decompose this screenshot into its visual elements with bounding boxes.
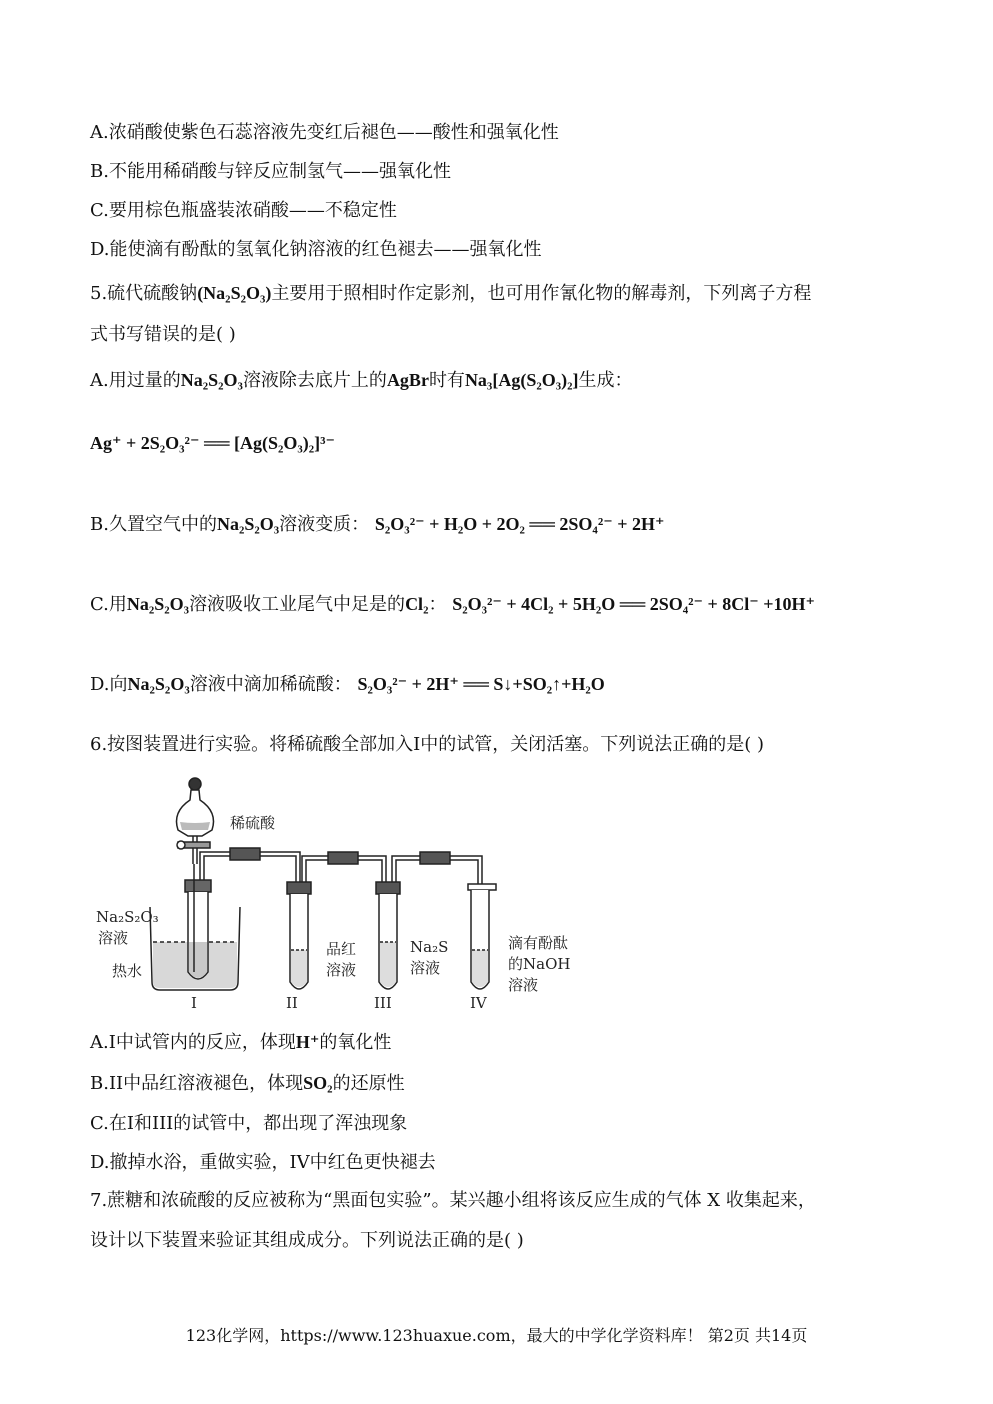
test-tube-i	[185, 864, 211, 979]
q5-d-equation: S₂O₃²⁻ + 2H⁺ ══ S↓+SO₂↑+H₂O	[357, 674, 605, 694]
q5-c-prefix: C.用	[90, 594, 127, 615]
test-tube-ii	[287, 882, 311, 989]
q5-c-formula2: Cl₂	[405, 594, 429, 614]
test-tube-iii	[376, 882, 400, 989]
label-hot-water: 热水	[112, 962, 143, 980]
q6-option-c: C.在I和III的试管中，都出现了浑浊现象	[90, 1113, 408, 1134]
q6-a-suffix: 的氧化性	[319, 1032, 392, 1053]
q6-b-suffix: 的还原性	[332, 1073, 405, 1094]
q5-a-prefix: A.用过量的	[90, 370, 181, 391]
q5-b-suffix: 溶液变质：	[279, 514, 370, 535]
q5-a-formula3: Na₃[Ag(S₂O₃)₂]	[464, 370, 579, 390]
test-tube-iv	[468, 884, 496, 989]
label-pinred-solution: 溶液	[326, 961, 357, 979]
label-na2s2o3-solution: 溶液	[98, 929, 129, 947]
label-dilute-sulfuric-acid: 稀硫酸	[230, 814, 276, 832]
experiment-apparatus-diagram	[90, 772, 610, 1012]
q5-d-suffix: 溶液中滴加稀硫酸：	[189, 674, 352, 695]
q7-stem-line1: 7.蔗糖和浓硫酸的反应被称为“黑面包实验”。某兴趣小组将该反应生成的气体 X 收集起来，	[90, 1190, 816, 1211]
label-tube-i: I	[191, 994, 197, 1012]
q5-a-formula2: AgBr	[386, 370, 429, 390]
q5-stem-prefix: 5.硫代硫酸钠	[90, 283, 198, 304]
q6-a-prefix: A.I中试管内的反应，体现	[90, 1032, 296, 1053]
q5-stem	[90, 281, 811, 306]
label-tube-ii: II	[286, 994, 298, 1012]
q5-c-suffix: ：	[428, 594, 447, 615]
q6-a-formula: H⁺	[295, 1032, 320, 1052]
q7-stem-line2: 设计以下装置来验证其组成成分。下列说法正确的是( )	[90, 1230, 524, 1251]
q5-b-prefix: B.久置空气中的	[90, 514, 217, 535]
label-naoh-1: 滴有酚酞	[508, 934, 569, 952]
label-pinred: 品红	[326, 940, 357, 958]
q6-b-prefix: B.II中品红溶液褪色，体现	[90, 1073, 304, 1094]
q5-stem-suffix: 主要用于照相时作定影剂，也可用作氰化物的解毒剂，下列离子方程	[271, 283, 812, 304]
q6-option-d: D.撤掉水浴，重做实验，IV中红色更快褪去	[90, 1152, 436, 1173]
q5-b-equation: S₂O₃²⁻ + H₂O + 2O₂ ══ 2SO₄²⁻ + 2H⁺	[374, 514, 665, 534]
label-na2s2o3: Na₂S₂O₃	[96, 908, 159, 926]
q5-a-mid: 溶液除去底片上的	[242, 370, 387, 391]
q5-option-a	[90, 368, 633, 393]
q4-option-b: B.不能用稀硝酸与锌反应制氢气——强氧化性	[90, 161, 451, 182]
label-na2s-solution: 溶液	[410, 959, 441, 977]
label-tube-iv: IV	[470, 994, 487, 1012]
q5-stem-line2: 式书写错误的是( )	[90, 324, 236, 345]
q5-d-formula: Na₂S₂O₃	[127, 674, 190, 694]
q5-a-mid2: 时有	[428, 370, 465, 391]
q4-option-a: A.浓硝酸使紫色石蕊溶液先变红后褪色——酸性和强氧化性	[90, 122, 559, 143]
label-naoh-2: 的NaOH	[508, 955, 571, 973]
q5-b-formula: Na₂S₂O₃	[216, 514, 280, 534]
q6-option-b	[90, 1071, 405, 1096]
q5-c-mid: 溶液吸收工业尾气中足是的	[189, 594, 406, 615]
q5-a-suffix: 生成：	[578, 370, 633, 391]
q5-option-c	[90, 592, 815, 617]
q5-option-d	[90, 672, 605, 697]
label-tube-iii: III	[374, 994, 392, 1012]
q4-option-d: D.能使滴有酚酞的氢氧化钠溶液的红色褪去——强氧化性	[90, 239, 542, 260]
q4-option-c: C.要用棕色瓶盛装浓硝酸——不稳定性	[90, 200, 397, 221]
q5-stem-formula: (Na₂S₂O₃)	[197, 283, 272, 303]
label-na2s: Na₂S	[410, 938, 449, 956]
q5-option-a-equation: Ag⁺ + 2S₂O₃²⁻ ══ [Ag(S₂O₃)₂]³⁻	[90, 433, 336, 453]
separatory-funnel	[177, 778, 214, 864]
q5-option-b	[90, 512, 664, 537]
q5-c-equation: S₂O₃²⁻ + 4Cl₂ + 5H₂O ══ 2SO₄²⁻ + 8Cl⁻ +10H⁺	[452, 594, 816, 614]
label-naoh-3: 溶液	[508, 976, 539, 994]
q5-c-formula1: Na₂S₂O₃	[126, 594, 190, 614]
page-footer: 123化学网，https://www.123huaxue.com，最大的中学化学资料库！ 第2页 共14页	[185, 1326, 808, 1345]
q5-a-formula1: Na₂S₂O₃	[180, 370, 243, 390]
q6-option-a	[90, 1030, 391, 1055]
q5-d-prefix: D.向	[90, 674, 128, 695]
q6-stem: 6.按图装置进行实验。将稀硫酸全部加入I中的试管，关闭活塞。下列说法正确的是( )	[90, 734, 765, 755]
q6-b-formula: SO₂	[303, 1073, 333, 1093]
